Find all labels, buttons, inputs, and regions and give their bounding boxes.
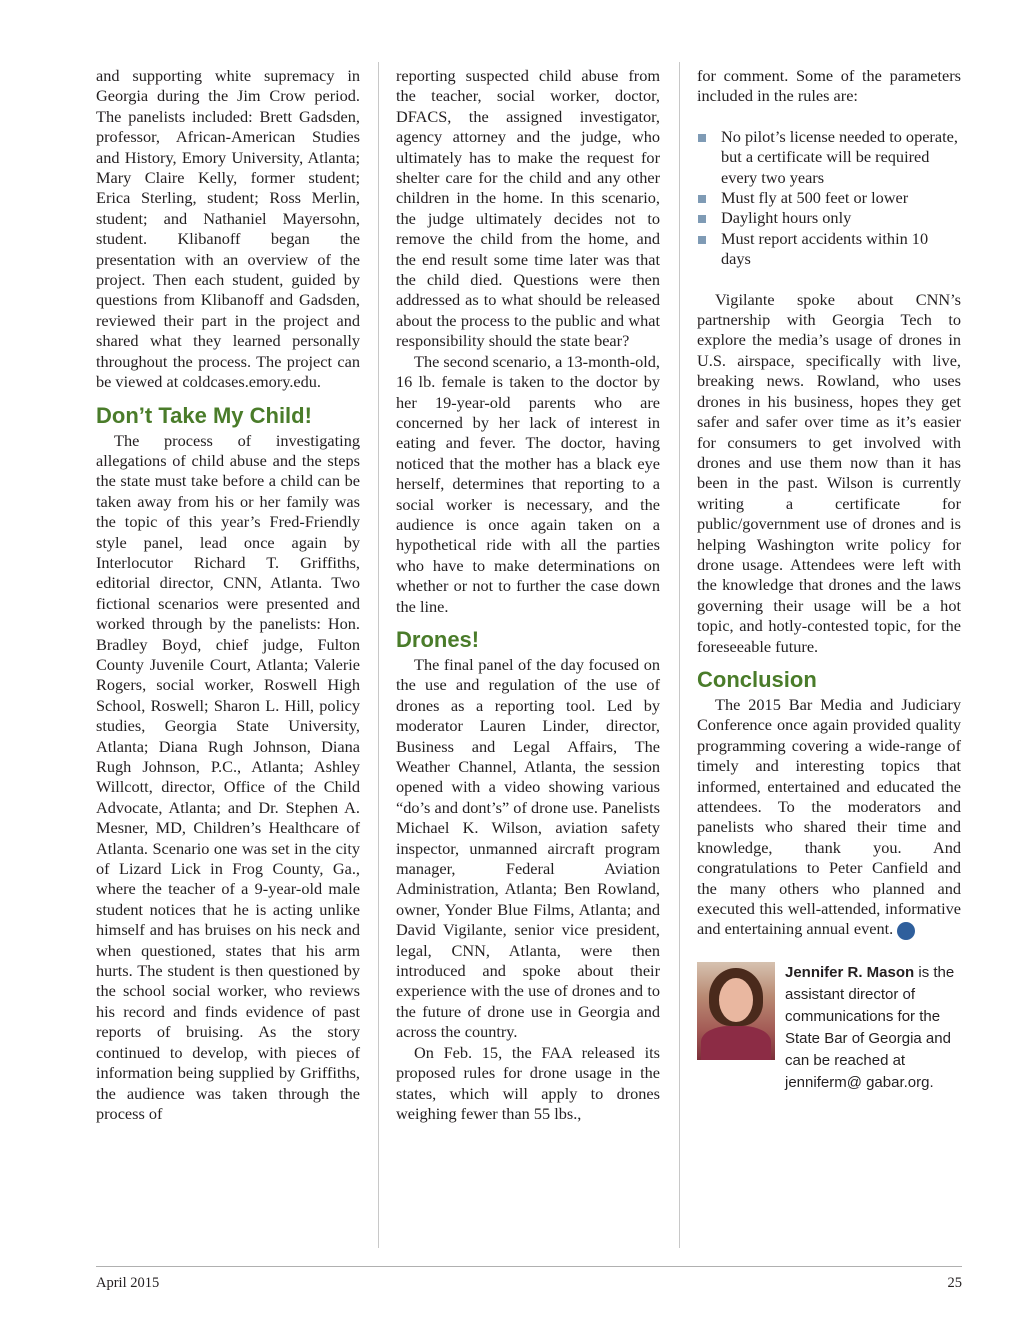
section-heading-dont-take-my-child: Don’t Take My Child! [96,402,312,428]
page-number: 25 [947,1275,962,1291]
paragraph: reporting suspected child abuse from the teacher, social worker, doctor, DFACS, the assigned investigator, agency attorney and the judge, who ultimately has to make the request for shelter care for the child and any other children in the home. In this scenario, the judge ultimately decides not to remove the child from the home, and the end result some time later was that the child died. Questions were then addressed as to what should be released about the process to the public and what responsibility should the state bear? [396,66,660,351]
article-column-1 [96,66,360,1124]
author-bio [697,962,961,1094]
rules-list [697,127,961,270]
footer-divider [96,1266,962,1267]
paragraph: and supporting white supremacy in Georgia during the Jim Crow period. The panelists included: Brett Gadsden, professor, African-American Studies and History, Emory University, Atlanta; Mary Claire Kelly, former student; Erica Sterling, student; Ross Merlin, student; and Nathaniel Mayersohn, student. Klibanoff began the presentation with an overview of the project. Then each student, guided by questions from Klibanoff and Gadsden, reviewed their part in the project and shared what they learned personally throughout the process. The project can be viewed at coldcases.emory.edu. [96,66,360,392]
list-item: Daylight hours only [697,208,961,228]
square-bullet-icon [698,236,706,244]
paragraph: for comment. Some of the parameters included in the rules are: [697,66,961,106]
section-heading-conclusion: Conclusion [697,666,817,692]
list-item: Must report accidents within 10 days [697,229,961,270]
article-column-3 [697,66,961,1094]
square-bullet-icon [698,134,706,142]
author-name: Jennifer R. Mason [785,963,915,981]
paragraph: The second scenario, a 13-month-old, 16 lb. female is taken to the doctor by her 19-year-old parents who are concerned by her lack of interest in eating and fever. The doctor, having noticed that the mother has a black eye herself, determines that reporting to a social worker is necessary, and the audience is once again taken on a hypothetical ride with all the parties who have to make determinations on whether or not to further the case down the line. [396,351,660,616]
author-photo [697,962,775,1060]
gbj-end-mark-icon: GBJ [897,922,915,940]
article-column-2 [396,66,660,1124]
paragraph: The final panel of the day focused on the use and regulation of the use of drones as a reporting tool. Led by moderator Lauren Linder, director, Business and Legal Affairs, The Weather Channel, Atlanta, the session opened with a video showing various “do’s and dont’s” of drone use. Panelists Michael K. Wilson, aviation safety inspector, unmanned aircraft program manager, Federal Aviation Administration, Atlanta; Ben Rowland, owner, Yonder Blue Films, Atlanta; and David Vigilante, senior vice president, legal, CNN, Atlanta, were then introduced and spoke about their experience with the use of drones and to the future of drone use in Georgia and across the country. [396,654,660,1042]
column-divider [378,62,379,1248]
paragraph: On Feb. 15, the FAA released its proposed rules for drone usage in the states, which will apply to drones weighing fewer than 55 lbs., [396,1042,660,1123]
list-item: No pilot’s license needed to operate, but a certificate will be required every two years [697,127,961,188]
section-heading-drones: Drones! [396,626,480,652]
square-bullet-icon [698,215,706,223]
column-divider [679,62,680,1248]
paragraph: Vigilante spoke about CNN’s partnership with Georgia Tech to explore the media’s usage of drones in U.S. airspace, specifically with live, breaking news. Rowland, who uses drones in his business, hopes they get safer and safer over time as it’s easier for consumers to get involved with drones and use them now than it has been in the past. Wilson is currently writing a certificate for public/government use of drones and is helping Washington write policy for drone usage. Attendees were left with the knowledge that drones and the laws governing their usage will be a hot topic, and hotly-contested topic, for the foreseeable future. [697,289,961,656]
paragraph: The process of investigating allegations of child abuse and the steps the state must take before a child can be taken away from his or her family was the topic of this year’s Fred-Friendly style panel, lead once again by Interlocutor Richard T. Griffiths, editorial director, CNN, Atlanta. Two fictional scenarios were presented and worked through by the panelists: Hon. Bradley Boyd, chief judge, Fulton County Juvenile Court, Atlanta; Valerie Rogers, social worker, Roswell High School, Roswell; Sharon L. Hill, policy studies, Georgia State University, Atlanta; Diana Rugh Johnson, Diana Rugh Johnson, P.C., Atlanta; Ashley Willcott, director, Office of the Child Advocate, Atlanta; and Dr. Stephen A. Mesner, MD, Children’s Healthcare of Atlanta. Scenario one was set in the city of Lizard Lick in Frog County, Ga., where the teacher of a 9-year-old male student notices that he is acting unlike himself and has bruises on his neck and when questioned, states that his arm hurts. The student is then questioned by the school social worker, who reviews his record and finds evidence of past reports of bruising. As the story continued to develop, with pieces of information being supplied by Griffiths, the audience was taken through the process of [96,430,360,1123]
paragraph: The 2015 Bar Media and Judiciary Conference once again provided quality programming covering a wide-range of timely and interesting topics that informed, entertained and educated the attendees. To the moderators and panelists who shared their time and knowledge, thank you. And congratulations to Peter Canfield and the many others who planned and executed this well-attended, informative and entertaining annual event. GBJ [697,694,961,939]
footer-date: April 2015 [96,1275,160,1291]
square-bullet-icon [698,195,706,203]
author-bio-text: Jennifer R. Mason is the assistant director of communications for the State Bar of Georgia and can be reached at jenniferm@ gabar.org. [785,963,955,1091]
list-item: Must fly at 500 feet or lower [697,188,961,208]
